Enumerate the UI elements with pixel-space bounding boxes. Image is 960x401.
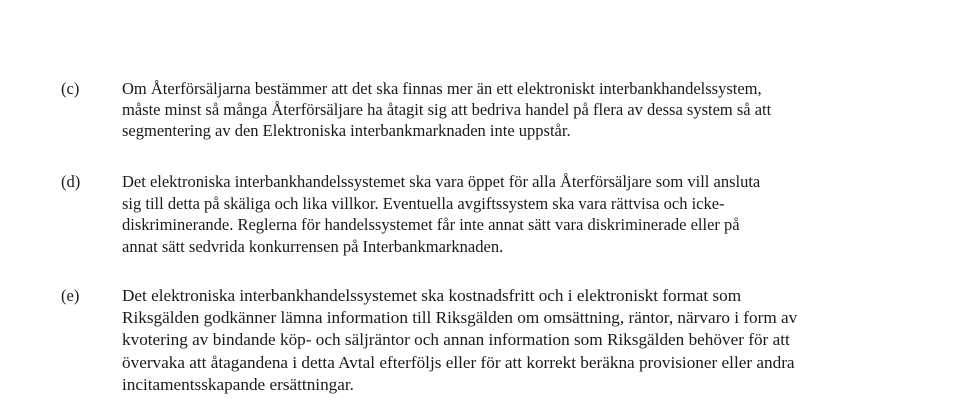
- clause-label: (d): [61, 172, 81, 191]
- clause-text-line: måste minst så många Återförsäljare ha åtagit sig att bedriva handel på flera av dessa system så att: [122, 100, 772, 119]
- clause-text-line: Riksgälden godkänner lämna information till Riksgälden om omsättning, räntor, närvaro i form av: [122, 308, 798, 328]
- clause-text: [122, 285, 922, 396]
- clause-text-line: Om Återförsäljarna bestämmer att det ska finnas mer än ett elektroniskt interbankhandelssystem,: [122, 79, 762, 98]
- clause-text-line: Det elektroniska interbankhandelssystemet ska vara öppet för alla Återförsäljare som vill ansluta: [122, 172, 761, 191]
- clause-text-line: annat sätt sedvrida konkurrensen på Interbankmarknaden.: [122, 236, 504, 256]
- clause-label: (c): [61, 79, 80, 98]
- clause-text-line: kvotering av bindande köp- och säljräntor och annan information som Riksgälden behöver för att: [122, 330, 790, 350]
- clause-text-line: Det elektroniska interbankhandelssystemet ska kostnadsfritt och i elektroniskt format som: [122, 286, 742, 305]
- clause-text-line: segmentering av den Elektroniska interbankmarknaden inte uppstår.: [122, 121, 571, 140]
- clause-text: [122, 78, 922, 141]
- clause-text-line: sig till detta på skäliga och lika villkor. Eventuella avgiftssystem ska vara rättvisa och icke-: [122, 193, 725, 213]
- clause-label: (e): [61, 286, 80, 305]
- clause-text-line: övervaka att åtagandena i detta Avtal efterföljs eller för att korrekt beräkna provisioner eller andra: [122, 352, 795, 372]
- clause-text-line: incitamentsskapande ersättningar.: [122, 374, 354, 394]
- clause-text-line: diskriminerande. Reglerna för handelssystemet får inte annat sätt vara diskriminerade eller på: [122, 215, 740, 234]
- clause-text: [122, 171, 922, 257]
